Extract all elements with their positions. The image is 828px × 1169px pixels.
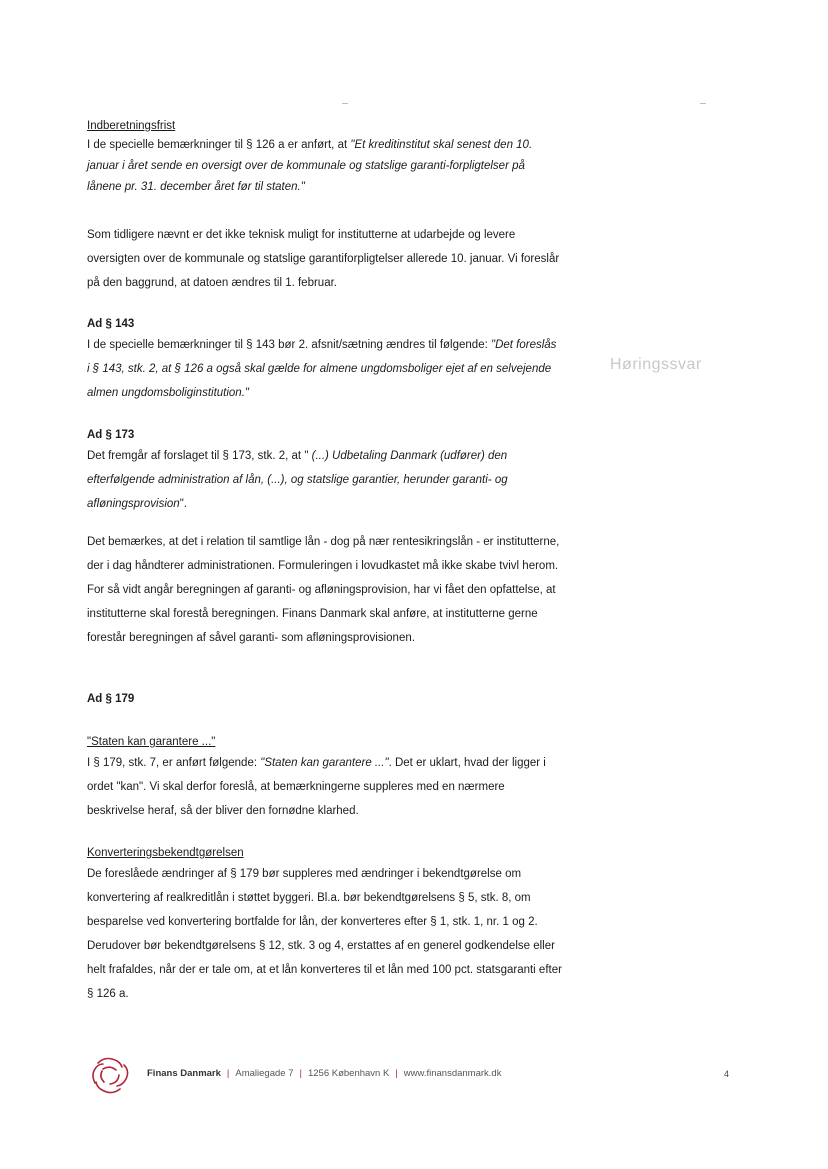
paragraph-administration [87,530,562,650]
section-ad-179 [87,690,562,708]
page-number: 4 [724,1069,730,1079]
footer-brand: Finans Danmark [147,1068,221,1079]
scan-mark [700,103,706,104]
footer-address: Finans Danmark | Amaliegade 7 | 1256 København K | www.finansdanmark.dk [147,1068,502,1079]
section-ad-143 [87,315,562,405]
section-heading: Ad § 179 [87,693,135,705]
footer-street: Amaliegade 7 [235,1068,294,1079]
section-heading: Konverteringsbekendtgørelsen [87,847,244,859]
section-indberetningsfrist [87,117,562,198]
scan-mark [342,103,348,104]
subsection-staten-kan-garantere [87,733,562,823]
paragraph: Det fremgår af forslaget til § 173, stk. 2, at " (...) Udbetaling Danmark (udfører) den efterfølgende administration af lån, (...), og statslige garantier, herunder garanti- og afløningsprovision". [87,450,508,510]
page-footer [90,1055,750,1095]
footer-city: 1256 København K [307,1068,390,1079]
paragraph: Det bemærkes, at det i relation til samtlige lån - dog på nær rentesikringslån - er institutterne, der i dag håndterer administrationen. Formuleringen i lovudkastet må ikke skabe tvivl herom. For så vidt angår beregningen af garanti- og afløningsprovision, har vi fået den opfattelse, at institutterne skal forestå beregningen. Finans Danmark skal anføre, at institutterne gerne forestår beregningen af såvel garanti- som afløningsprovisionen. [87,536,560,644]
finans-danmark-logo-icon [90,1055,132,1095]
paragraph: I de specielle bemærkninger til § 126 a er anført, at "Et kreditinstitut skal senest den 10. januar i året sende en oversigt over de kommunale og statslige garanti-forpligtelser på lånene pr. 31. december året før til staten." [87,139,533,193]
section-heading: Indberetningsfrist [87,120,176,132]
paragraph: De foreslåede ændringer af § 179 bør suppleres med ændringer i bekendtgørelse om konvertering af realkreditlån i støttet byggeri. Bl.a. bør bekendtgørelsens § 5, stk. 8, om besparelse ved konvertering bortfalde for lån, der konverteres efter § 1, stk. 1, nr. 1 og 2. Derudover bør bekendtgørelsens § 12, stk. 3 og 4, erstattes af en generel godkendelse eller helt frafaldes, når der er tale om, at et lån konverteres til et lån med 100 pct. statsgaranti efter § 126 a. [87,868,562,1000]
paragraph: I § 179, stk. 7, er anført følgende: "Staten kan garantere ...". Det er uklart, hvad der ligger i ordet "kan". Vi skal derfor foreslå, at bemærkningerne suppleres med en nærmere beskrivelse heraf, så der bliver den fornødne klarhed. [87,757,546,817]
side-label-horingssvar: Høringssvar [610,356,702,373]
paragraph-dato [87,223,562,295]
section-heading: Ad § 143 [87,318,135,330]
section-konverteringsbekendtgorelsen [87,844,562,1006]
section-ad-173 [87,426,562,516]
subsection-heading: "Staten kan garantere ..." [87,736,216,748]
footer-website-link[interactable]: www.finansdanmark.dk [403,1068,502,1079]
paragraph: I de specielle bemærkninger til § 143 bør 2. afsnit/sætning ændres til følgende: "Det foreslås i § 143, stk. 2, at § 126 a også skal gælde for almene ungdomsboliger ejet af en selvejende almen ungdomsboliginstitution." [87,339,557,399]
paragraph: Som tidligere nævnt er det ikke teknisk muligt for institutterne at udarbejde og levere oversigten over de kommunale og statslige garantiforpligtelser allerede 10. januar. Vi foreslår på den baggrund, at datoen ændres til 1. februar. [87,229,560,289]
section-heading: Ad § 173 [87,429,135,441]
